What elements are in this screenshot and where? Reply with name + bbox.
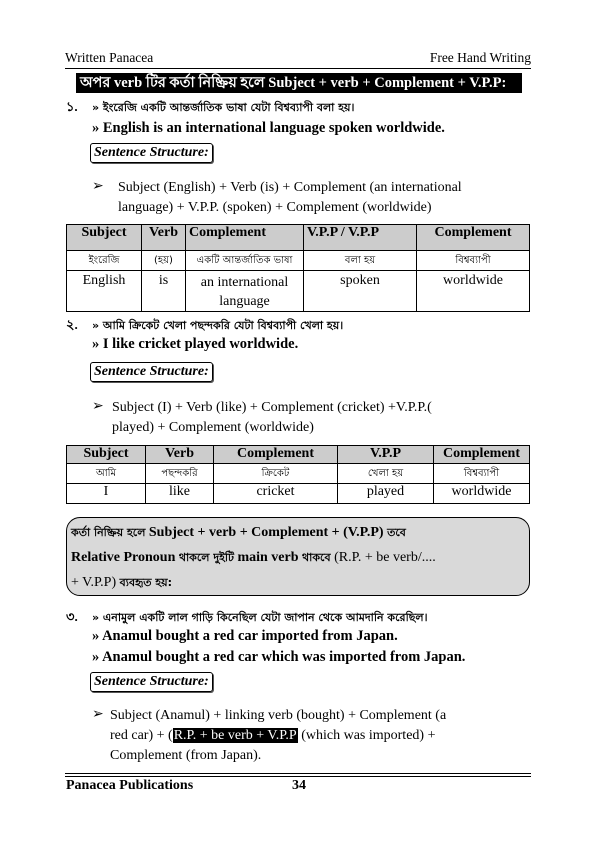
column-header: Verb [142,225,186,251]
sentence-structure-label: Sentence Structure: [90,362,213,382]
table-cell: I [67,484,146,504]
bangla-sentence: » আমি ক্রিকেট খেলা পছন্দকরি যেটা বিশ্বব্যাপী খেলা হয়। [92,319,344,332]
structure-line: Subject (Anamul) + linking verb (bought) + Complement (a [110,708,447,723]
footer-rule [65,776,531,777]
sentence-structure-label: Sentence Structure: [90,143,213,163]
structure-line: played) + Complement (worldwide) [112,420,314,435]
table-cell: আমি [67,464,146,484]
table-cell: খেলা হয় [338,464,434,484]
arrow-bullet-icon: ➢ [92,179,104,194]
column-header: Subject [67,446,146,464]
bangla-sentence: » ইংরেজি একটি আন্তর্জাতিক ভাষা যেটা বিশ্বব্যাপী বলা হয়। [92,101,355,114]
table-cell: is [142,271,186,312]
column-header: Complement [214,446,338,464]
structure-table [66,445,530,504]
header-left: Written Panacea [65,50,154,65]
table-cell: ইংরেজি [67,251,142,271]
table-cell: বিশ্বব্যাপী [434,464,530,484]
column-header: Verb [146,446,214,464]
column-header: Complement [417,225,530,251]
table-row [67,464,530,484]
column-header: Complement [434,446,530,464]
english-sentence: » English is an international language spoken worldwide. [92,120,445,136]
english-sentence: » I like cricket played worldwide. [92,336,299,352]
table-cell: English [67,271,142,312]
highlighted-formula: R.P. + be verb + V.P.P [173,728,297,743]
note-text: তবে [387,526,406,539]
note-text: ব্যবহৃত হয়: [119,576,173,589]
table-cell: cricket [214,484,338,504]
column-header: V.P.P [338,446,434,464]
column-header: V.P.P / V.P.P [304,225,417,251]
table-cell: worldwide [434,484,530,504]
note-text: কর্তা নিষ্ক্রিয় হলে [71,526,146,539]
table-cell: an international language [186,271,304,312]
note-text: থাকলে দুইটি [178,551,234,564]
structure-line [110,726,435,746]
arrow-bullet-icon: ➢ [92,707,104,722]
page-header [65,50,531,68]
structure-line: Complement (from Japan). [110,748,262,763]
bangla-sentence: » এনামুল একটি লাল গাড়ি কিনেছিল যেটা জাপান থেকে আমদানি করেছিল। [92,611,428,624]
structure-line: language) + V.P.P. (spoken) + Complement (worldwide) [118,200,432,215]
table-header-row [67,446,530,464]
page-number: 34 [292,778,306,793]
note-line [71,520,525,545]
header-right: Free Hand Writing [429,50,531,65]
table-cell: ক্রিকেট [214,464,338,484]
note-text: (R.P. + be verb/.... [334,550,436,565]
item-number: ১. [66,99,78,114]
table-cell: বলা হয় [304,251,417,271]
header-rule [65,68,531,69]
item-number: ২. [66,317,78,332]
note-text: Subject + verb + Complement + (V.P.P) [148,525,384,540]
arrow-bullet-icon: ➢ [92,399,104,414]
english-sentence: » Anamul bought a red car imported from Japan. [92,628,398,644]
section-title: অপর verb টির কর্তা নিষ্ক্রিয় হলে Subject + verb + Complement + V.P.P: [76,73,522,93]
structure-line: Subject (I) + Verb (like) + Complement (cricket) +V.P.P.( [112,400,432,415]
structure-line: Subject (English) + Verb (is) + Complement (an international [118,180,462,195]
structure-text: (which was imported) + [297,728,436,743]
table-cell: like [146,484,214,504]
note-line [71,545,525,570]
table-header-row [67,225,530,251]
table-cell: (হয়) [142,251,186,271]
structure-table [66,224,530,312]
table-row [67,271,530,312]
column-header: Complement [186,225,304,251]
table-cell: played [338,484,434,504]
table-cell: পছন্দকরি [146,464,214,484]
table-cell: worldwide [417,271,530,312]
table-row [67,251,530,271]
publisher-name: Panacea Publications [66,778,194,793]
rule-note-box [66,517,530,596]
footer-rule [65,773,531,774]
note-text: থাকবে [302,551,331,564]
structure-text: red car) + ( [110,728,173,743]
note-text: Relative Pronoun [71,550,176,565]
table-cell: spoken [304,271,417,312]
table-cell: বিশ্বব্যাপী [417,251,530,271]
english-sentence: » Anamul bought a red car which was imported from Japan. [92,649,466,665]
sentence-structure-label: Sentence Structure: [90,672,213,692]
item-number: ৩. [66,609,78,624]
table-row [67,484,530,504]
column-header: Subject [67,225,142,251]
note-text: + V.P.P) [71,575,117,590]
note-text: main verb [237,550,299,565]
note-line [71,570,525,595]
table-cell: একটি আন্তর্জাতিক ভাষা [186,251,304,271]
